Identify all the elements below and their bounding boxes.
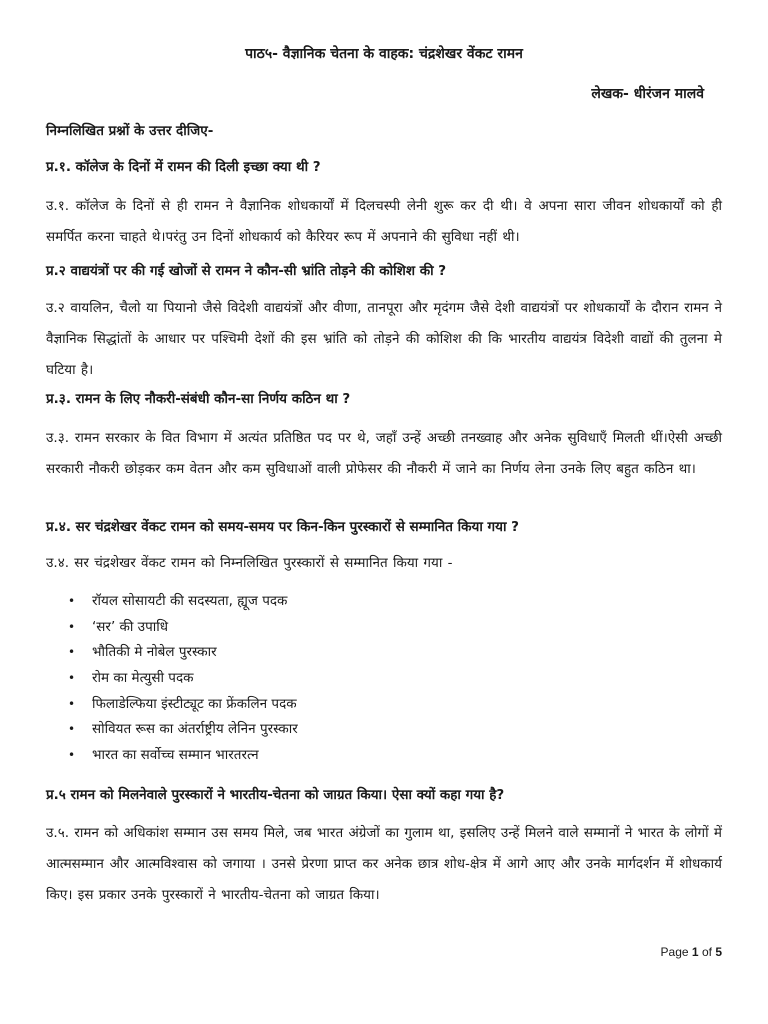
award-text: भारत का सर्वोच्च सम्मान भारतरत्न	[92, 747, 259, 764]
answer-5: उ.५. रामन को अधिकांश सम्मान उस समय मिले, जब भारत अंग्रेजों का गुलाम था, इसलिए उन्हें मिलने वाले सम्मानों ने भारत के लोगों में आत्मसम्मान और आत्मविश्वास को जगाया । उनसे प्रेरणा प्राप्त कर अनेक छात्र शोध-क्षेत्र में आगे आए और उनके मार्गदर्शन में शोधकार्य किए। इस प्रकार उनके पुरस्कारों ने भारतीय-चेतना को जाग्रत किया।	[46, 825, 722, 903]
award-text: रॉयल सोसायटी की सदस्यता, ह्यूज पदक	[92, 593, 288, 609]
page-number	[661, 945, 722, 959]
of-word: of	[701, 945, 712, 959]
award-text: सोवियत रूस का अंतर्राष्ट्रीय लेनिन पुरस्कार	[92, 721, 298, 738]
list-item	[68, 589, 722, 615]
total-pages: 5	[715, 945, 722, 959]
list-item	[68, 640, 722, 666]
list-item	[68, 717, 722, 743]
current-page: 1	[691, 945, 699, 959]
question-5: प्र.५ रामन को मिलनेवाले पुरस्कारों ने भारतीय-चेतना को जाग्रत किया। ऐसा क्यों कहा गया है?	[46, 787, 505, 803]
bullet-icon: •	[68, 671, 76, 686]
bullet-icon: •	[68, 722, 76, 737]
answer-3: उ.३. रामन सरकार के वित विभाग में अत्यंत प्रतिष्ठित पद पर थे, जहाँ उन्हें अच्छी तनख्वाह और अनेक सुविधाएँ मिलती थीं।ऐसी अच्छी सरकारी नौकरी छोड़कर कम वेतन और कम सुविधाओं वाली प्रोफेसर की नौकरी में जाने का निर्णय लेना उनके लिए बहुत कठिन था।	[46, 430, 722, 477]
bullet-icon: •	[68, 696, 76, 711]
bullet-icon: •	[68, 619, 76, 634]
list-item	[68, 743, 722, 769]
answer-4: उ.४. सर चंद्रशेखर वेंकट रामन को निम्नलिखित पुरस्कारों से सम्मानित किया गया -	[46, 555, 453, 571]
bullet-icon: •	[68, 594, 76, 608]
author-line: लेखक- धीरंजन मालवे	[591, 86, 704, 102]
list-item	[68, 692, 722, 718]
question-1: प्र.१. कॉलेज के दिनों में रामन की दिली इच्छा क्या थी ?	[46, 159, 321, 175]
award-text: फिलाडेल्फिया इंस्टीट्यूट का फ्रेंकलिन पदक	[92, 695, 297, 712]
award-text: रोम का मेत्युसी पदक	[92, 670, 194, 687]
list-item	[68, 615, 722, 641]
question-2: प्र.२ वाद्ययंत्रों पर की गई खोजों से रामन ने कौन-सी भ्रांति तोड़ने की कोशिश की ?	[46, 263, 447, 279]
award-text: भौतिकी मे नोबेल पुरस्कार	[92, 644, 217, 661]
page-title: पाठ५- वैज्ञानिक चेतना के वाहक: चंद्रशेखर वेंकट रामन	[245, 46, 523, 62]
question-3: प्र.३. रामन के लिए नौकरी-संबंधी कौन-सा निर्णय कठिन था ?	[46, 391, 351, 407]
instruction-heading: निम्नलिखित प्रश्नों के उत्तर दीजिए-	[46, 123, 214, 139]
question-4: प्र.४. सर चंद्रशेखर वेंकट रामन को समय-समय पर किन-किन पुरस्कारों से सम्मानित किया गया ?	[46, 519, 519, 535]
bullet-icon: •	[68, 748, 76, 763]
awards-list	[46, 589, 722, 769]
award-text: ‘सर’ की उपाधि	[92, 618, 169, 635]
answer-2: उ.२ वायलिन, चैलो या पियानो जैसे विदेशी वाद्ययंत्रों और वीणा, तानपूरा और मृदंगम जैसे देशी वाद्ययंत्रों पर शोधकार्यों के दौरान रामन ने वैज्ञानिक सिद्धांतों के आधार पर पश्चिमी देशों की इस भ्रांति को तोड़ने की कोशिश की कि भारतीय वाद्ययंत्र विदेशी वाद्यों की तुलना मे घटिया है।	[46, 300, 722, 378]
page-word: Page	[660, 945, 689, 959]
document-page	[46, 0, 722, 1024]
list-item	[68, 666, 722, 692]
bullet-icon: •	[68, 645, 76, 660]
answer-1: उ.१. कॉलेज के दिनों से ही रामन ने वैज्ञानिक शोधकार्यों में दिलचस्पी लेनी शुरू कर दी थी। वे अपना सारा जीवन शोधकार्यों को ही समर्पित करना चाहते थे।परंतु उन दिनों शोधकार्य को कैरियर रूप में अपनाने की सुविधा नहीं थी।	[46, 198, 722, 245]
